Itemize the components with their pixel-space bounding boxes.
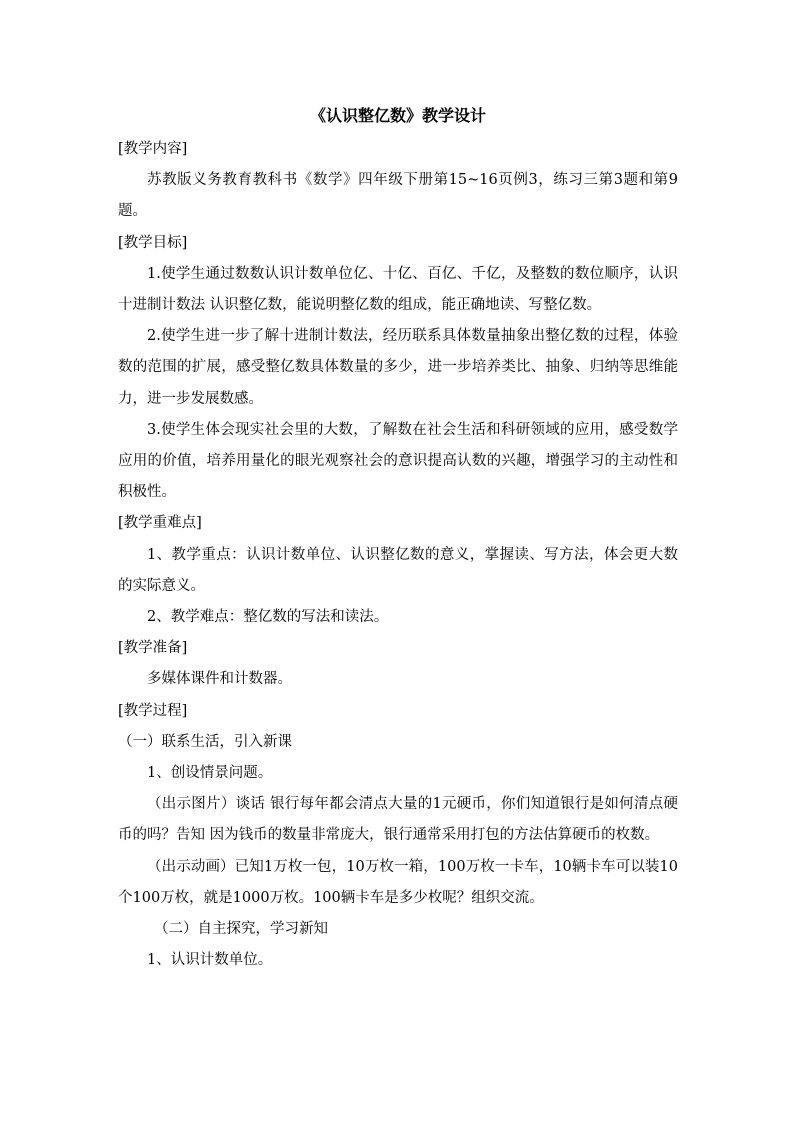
paragraph-show-picture: （出示图片）谈话 银行每年都会清点大量的1元硬币，你们知道银行是如何清点硬币的吗？告知 因为钱币的数量非常庞大，银行通常采用打包的方法估算硬币的枚数。 (118, 796, 678, 844)
paragraph-goal-3: 3.使学生体会现实社会里的大数，了解数在社会生活和科研领域的应用，感受数学应用的价值，培养用量化的眼光观察社会的意识提高认数的兴趣，增强学习的主动性和积极性。 (118, 421, 678, 501)
section-heading-content: [教学内容] (118, 141, 188, 157)
subheading-part-1: （一）联系生活，引入新课 (118, 733, 292, 750)
subheading-part-2: （二）自主探究，学习新知 (154, 921, 328, 938)
section-heading-key-points: [教学重难点] (118, 515, 202, 532)
paragraph-key-point: 1、教学重点：认识计数单位、认识整亿数的意义，掌握读、写方法，体会更大数的实际意义。 (118, 546, 678, 594)
paragraph-goal-2: 2.使学生进一步了解十进制计数法，经历联系具体数量抽象出整亿数的过程，体验数的范围的扩展，感受整亿数具体数量的多少，进一步培养类比、抽象、归纳等思维能力，进一步发展数感。 (118, 328, 678, 407)
paragraph-goal-1: 1.使学生通过数数认识计数单位亿、十亿、百亿、千亿，及整数的数位顺序，认识十进制计数法 认识整亿数，能说明整亿数的组成，能正确地读、写整亿数。 (118, 265, 678, 314)
paragraph-preparation: 多媒体课件和计数器。 (147, 671, 292, 688)
document-page (118, 98, 678, 976)
paragraph-step-counting-units: 1、认识计数单位。 (147, 952, 273, 969)
document-title: 《认识整亿数》教学设计 (309, 106, 486, 125)
paragraph-content: 苏教版义务教育教科书《数学》四年级下册第15~16页例3，练习三第3题和第9题。 (118, 172, 678, 220)
section-heading-preparation: [教学准备] (118, 640, 188, 657)
paragraph-difficulty: 2、教学难点：整亿数的写法和读法。 (147, 609, 389, 626)
paragraph-show-animation: （出示动画）已知1万枚一包，10万枚一箱，100万枚一卡车，10辆卡车可以装10个100万枚，就是1000万枚。100辆卡车是多少枚呢？组织交流。 (118, 858, 678, 906)
paragraph-step-1: 1、创设情景问题。 (147, 765, 273, 782)
section-heading-goals: [教学目标] (118, 234, 188, 251)
section-heading-process: [教学过程] (118, 702, 188, 719)
